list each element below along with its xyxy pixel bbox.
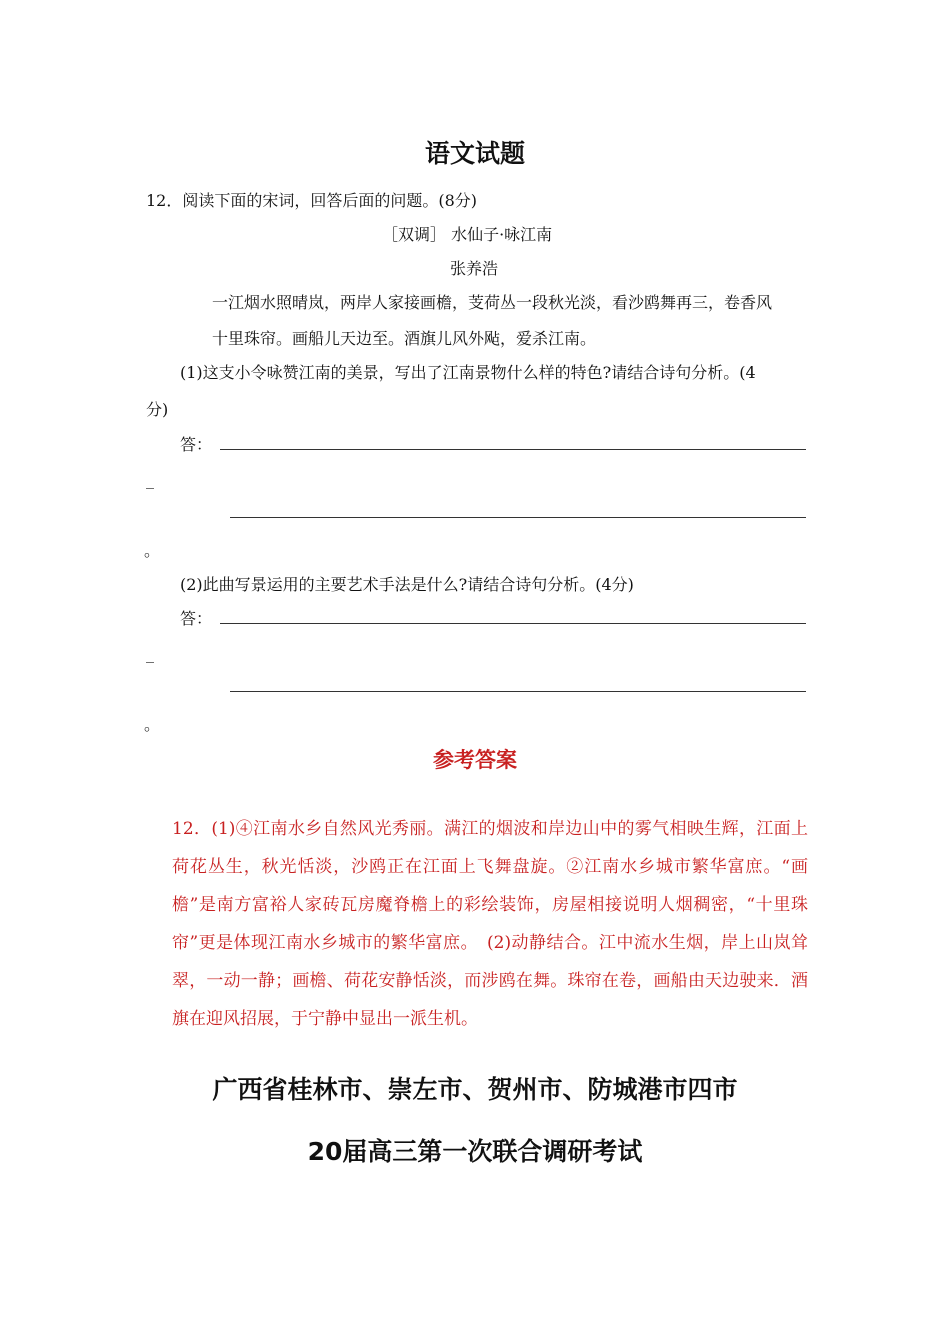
sub-question-1-line-2: 分): [146, 400, 169, 419]
answer-label-2: 答：: [180, 609, 213, 628]
answer-line-1a[interactable]: [220, 449, 806, 450]
exam-source-line-2: 20届高三第一次联合调研考试: [307, 1137, 643, 1166]
period-mark-1: 。: [144, 541, 161, 560]
sub-question-1-line-1: (1)这支小令咏赞江南的美景，写出了江南景物什么样的特色?请结合诗句分析。(4: [180, 363, 756, 382]
reference-answer-text: 12．(1)④江南水乡自然风光秀丽。满江的烟波和岸边山中的雾气相映生辉，江面上荷花丛生，秋光恬淡，沙鸥正在江面上飞舞盘旋。②江南水乡城市繁华富庶。“画檐”是南方富裕人家砖瓦房魔脊檐上的彩绘装饰，房屋相接说明人烟稠密，“十里珠帘”更是体现江南水乡城市的繁华富庶。 (2)动静结合。江中流水生烟，岸上山岚耸翠，一动一静；画檐、荷花安静恬淡，而涉鸥在舞。珠帘在卷，画船由天边驶来．酒旗在迎风招展，于宁静中显出一派生机。: [172, 819, 808, 1029]
poem-title: ［双调］ 水仙子·咏江南: [382, 225, 553, 244]
poem-line-1: 一江烟水照晴岚，两岸人家接画檐，芰荷丛一段秋光淡，看沙鸥舞再三，卷香风: [212, 293, 773, 312]
answer-line-2b[interactable]: [230, 691, 806, 692]
exam-source-line-1: 广西省桂林市、崇左市、贺州市、防城港市四市: [212, 1075, 738, 1104]
dash-mark-1: _: [146, 470, 154, 489]
document-title: 语文试题: [424, 139, 525, 168]
poem-line-2: 十里珠帘。画船儿天边至。酒旗儿风外飐，爱杀江南。: [212, 329, 597, 348]
dash-mark-2: _: [146, 644, 154, 663]
answer-label-1: 答：: [180, 435, 213, 454]
poem-author: 张养浩: [450, 259, 499, 278]
sub-question-2: (2)此曲写景运用的主要艺术手法是什么?请结合诗句分析。(4分): [180, 575, 634, 594]
answer-line-1b[interactable]: [230, 517, 806, 518]
question-header: 12．阅读下面的宋词，回答后面的问题。(8分): [146, 191, 478, 210]
answer-line-2a[interactable]: [220, 623, 806, 624]
period-mark-2: 。: [144, 715, 161, 734]
reference-answer-title: 参考答案: [433, 748, 517, 772]
